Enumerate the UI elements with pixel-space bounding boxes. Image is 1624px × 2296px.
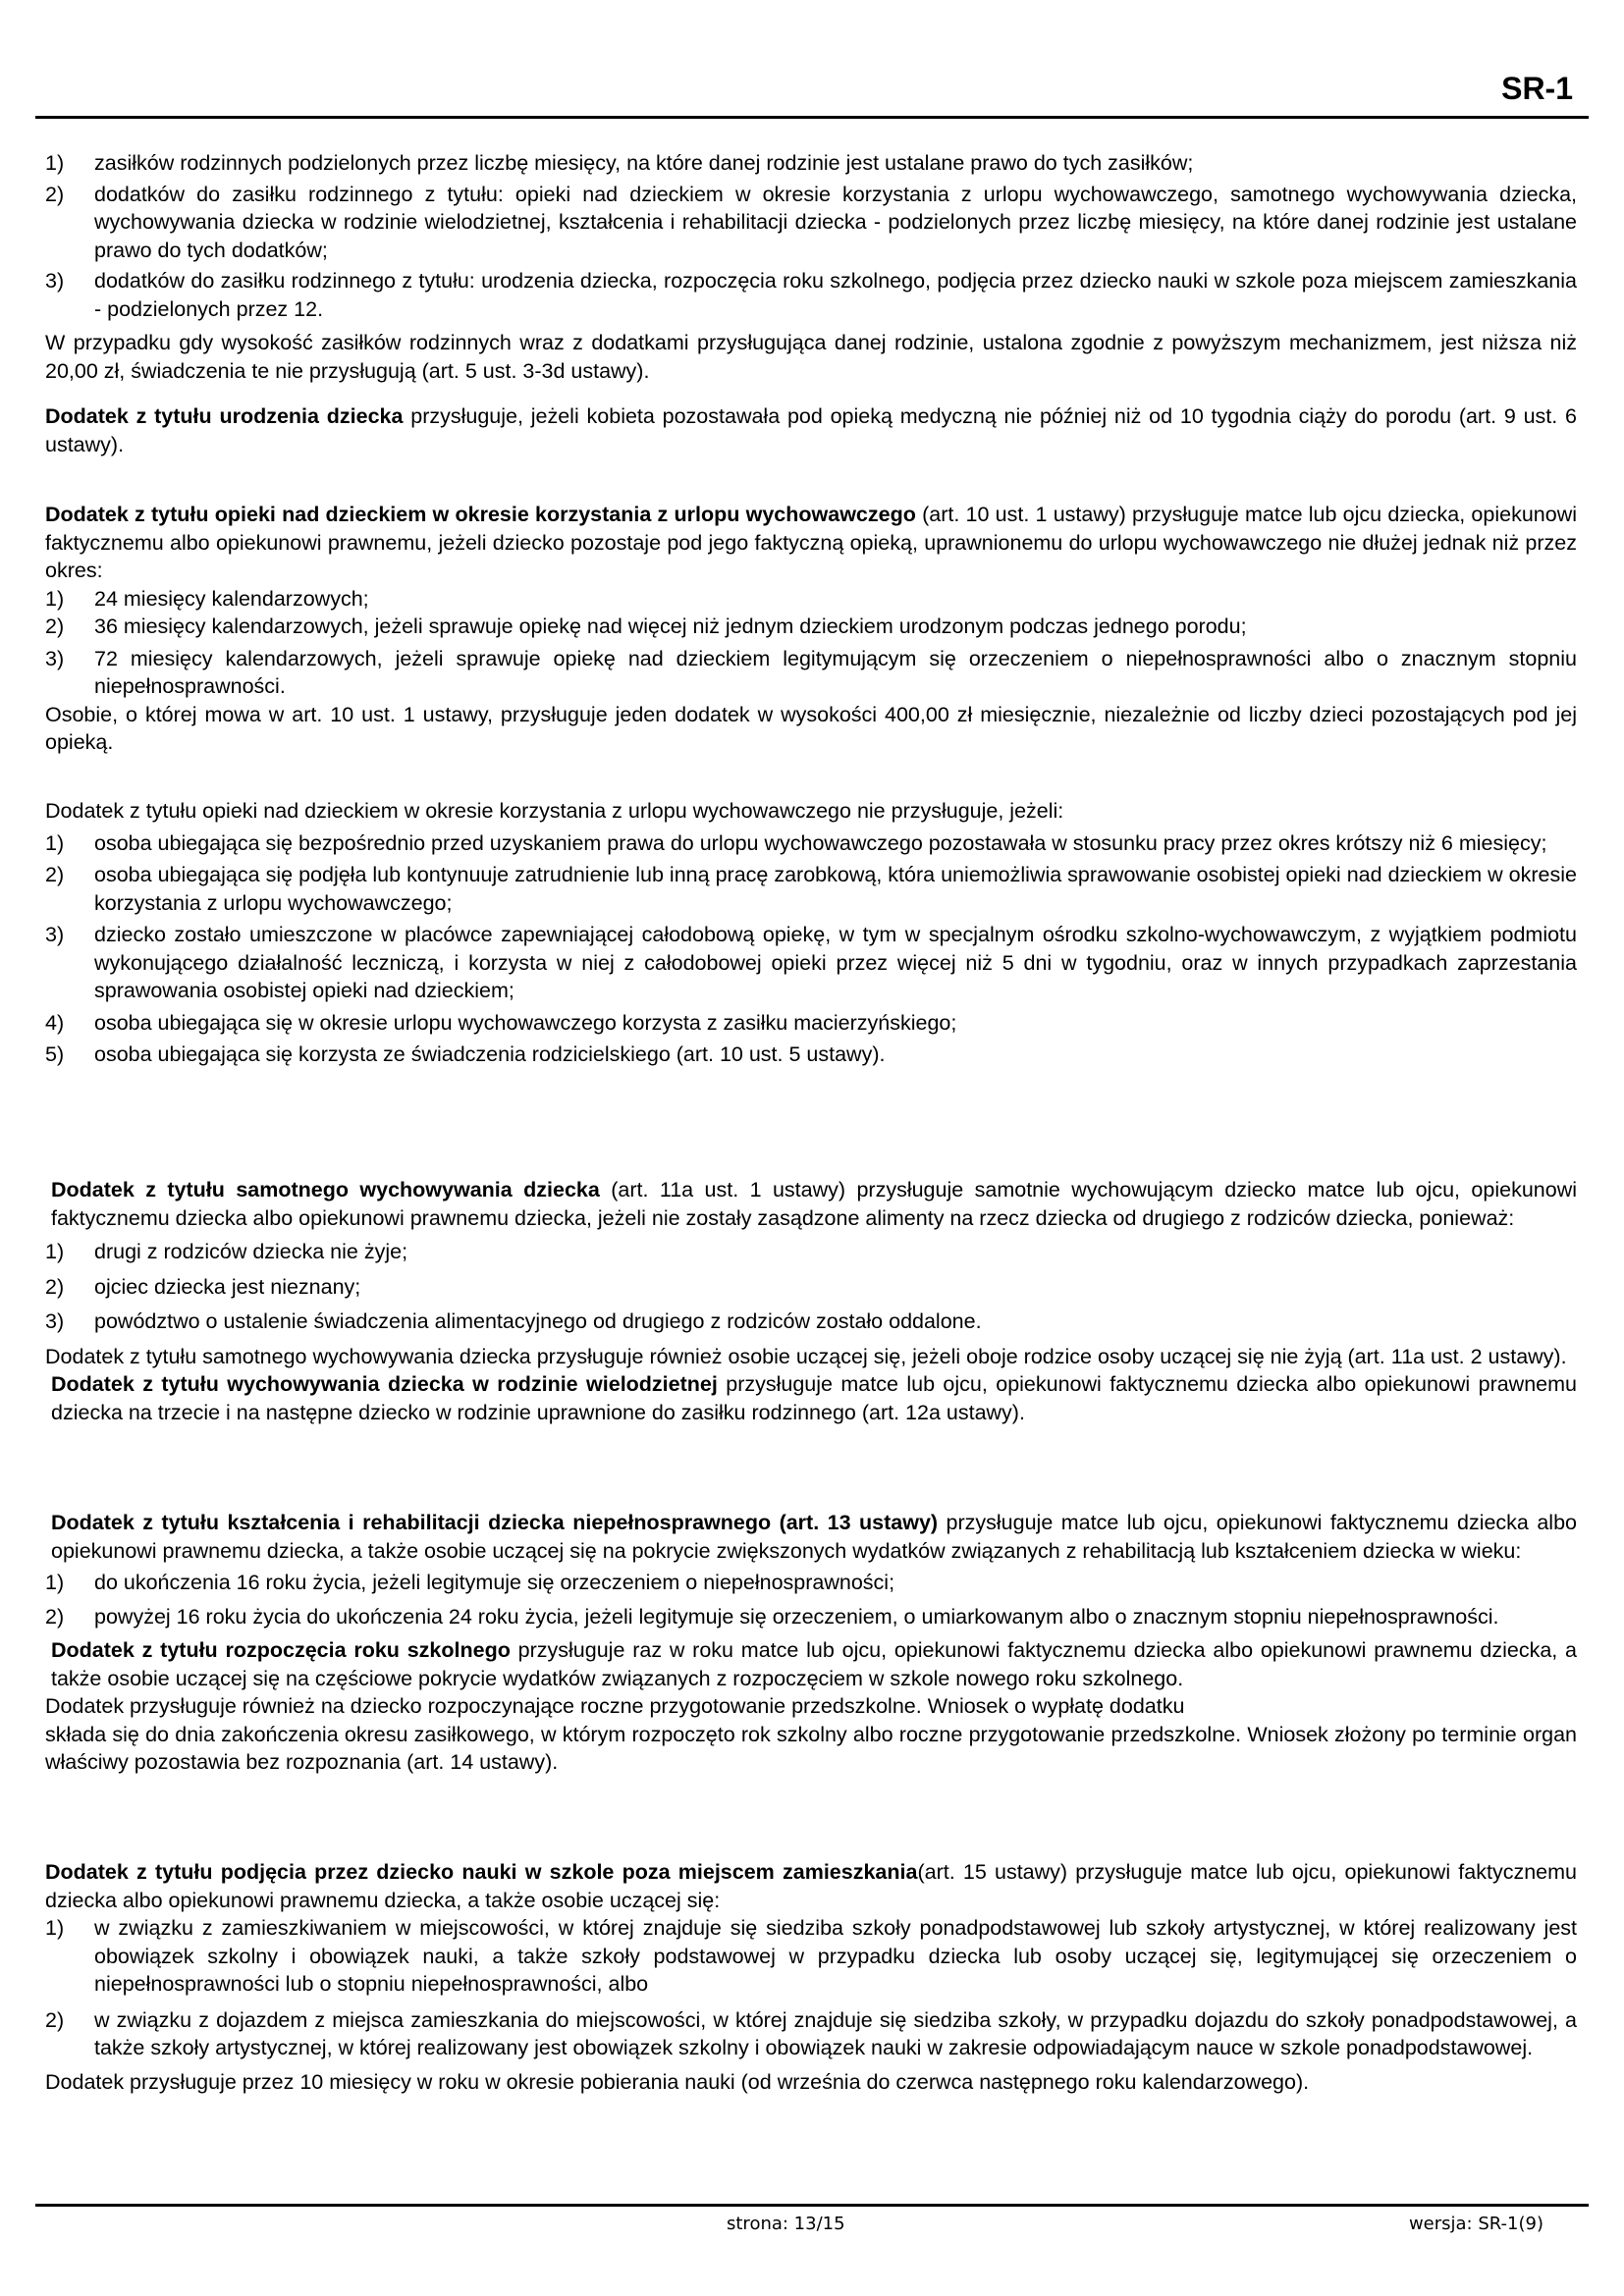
- school-away-list: [45, 1914, 1577, 2062]
- list-item: [45, 181, 1577, 265]
- school-year-section: [45, 1636, 1577, 1692]
- list-item: [45, 829, 1577, 858]
- list-item: [45, 1914, 1577, 1999]
- list-item: [45, 1009, 1577, 1038]
- single-parent-section: [45, 1176, 1577, 1426]
- list-item: [45, 1569, 1577, 1597]
- leave-period-list: [45, 585, 1577, 701]
- childcare-exclusions: [45, 797, 1577, 1069]
- list-number: 2): [45, 614, 65, 638]
- list-text: dodatków do zasiłku rodzinnego z tytułu: opieki nad dzieckiem w okresie korzystania z urlopu wychowawczego, samotnego wychowywania dziecka, wychowywania dziecka w rodzinie wielodzietnej, kształcenia i rehabilitacji dziecka - podzielonych przez liczbę miesięcy, na które danej rodzinie jest ustalane prawo do tych dodatków;: [94, 182, 1577, 262]
- amount-note: Osobie, o której mowa w art. 10 ust. 1 ustawy, przysługuje jeden dodatek w wysokości 400,00 zł miesięcznie, niezależnie od liczby dzieci pozostających pod jej opieką.: [45, 702, 1577, 754]
- list-text: osoba ubiegająca się podjęła lub kontynuuje zatrudnienie lub inną pracę zarobkową, która uniemożliwia sprawowanie osobistej opieki nad dzieckiem w okresie korzystania z urlopu wychowawczego;: [94, 863, 1577, 915]
- birth-section: [45, 402, 1577, 458]
- list-item: [45, 861, 1577, 917]
- exclusions-intro: Dodatek z tytułu opieki nad dzieckiem w okresie korzystania z urlopu wychowawczego nie przysługuje, jeżeli:: [45, 799, 1064, 823]
- list-text: osoba ubiegająca się bezpośrednio przed uzyskaniem prawa do urlopu wychowawczego pozostawała w stosunku pracy przez okres krótszy niż 6 miesięcy;: [94, 830, 1547, 855]
- list-item: [45, 1308, 1577, 1336]
- footer-version: wersja: SR-1(9): [1408, 2214, 1543, 2234]
- disability-education-section: [45, 1509, 1577, 1777]
- list-number: 1): [45, 586, 65, 611]
- list-text: dodatków do zasiłku rodzinnego z tytułu: urodzenia dziecka, rozpoczęcia roku szkolnego, podjęcia przez dziecko nauki w szkole poza miejscem zamieszkania - podzielonych przez 12.: [94, 269, 1577, 321]
- list-text: osoba ubiegająca się korzysta ze świadczenia rodzicielskiego (art. 10 ust. 5 ustawy).: [94, 1042, 886, 1066]
- list-number: 1): [45, 151, 65, 175]
- list-number: 5): [45, 1042, 65, 1066]
- footer-page-number: strona: 13/15: [727, 2214, 845, 2234]
- header-rule: [35, 116, 1589, 119]
- content-top: [45, 149, 1577, 458]
- list-number: 1): [45, 830, 65, 855]
- list-text: drugi z rodziców dziecka nie żyje;: [94, 1240, 408, 1263]
- section-title: Dodatek z tytułu samotnego wychowywania dziecka: [51, 1178, 600, 1201]
- section-title: Dodatek z tytułu opieki nad dzieckiem w okresie korzystania z urlopu wychowawczego: [45, 503, 916, 526]
- duration-note: Dodatek przysługuje przez 10 miesięcy w roku w okresie pobierania nauki (od września do czerwca następnego roku kalendarzowego).: [45, 2069, 1310, 2094]
- list-number: 2): [45, 1274, 65, 1299]
- list-text: zasiłków rodzinnych podzielonych przez liczbę miesięcy, na które danej rodzinie jest ustalane prawo do tych zasiłków;: [94, 151, 1194, 175]
- list-item: [45, 1041, 1577, 1069]
- student-note: Dodatek z tytułu samotnego wychowywania dziecka przysługuje również osobie uczącej się, jeżeli oboje rodzice osoby uczącej się nie żyją (art. 11a ust. 2 ustawy).: [45, 1344, 1567, 1368]
- section-title: Dodatek z tytułu urodzenia dziecka: [45, 404, 404, 428]
- section-title: Dodatek z tytułu rozpoczęcia roku szkolnego: [51, 1638, 511, 1662]
- section-text: przysługuje matce lub ojcu, opiekunowi faktycznemu dziecka albo opiekunowi prawnemu dziecka, a także osobie uczącej się na pokrycie zwiększonych wydatków związanych z rehabilitacją lub kształceniem dziecka w wieku:: [51, 1511, 1577, 1563]
- list-number: 3): [45, 269, 65, 293]
- list-text: ojciec dziecka jest nieznany;: [94, 1274, 361, 1299]
- school-away-section: [45, 1858, 1577, 2096]
- list-text: dziecko zostało umieszczone w placówce zapewniającej całodobową opiekę, w tym w specjalnym ośrodku szkolno-wychowawczym, z wyjątkiem podmiotu wykonującego działalność leczniczą, i korzysta w niej z całodobowej opieki przez więcej niż 5 dni w tygodniu, oraz w innych przypadkach zaprzestania sprawowania osobistej opieki nad dzieckiem;: [94, 923, 1577, 1002]
- list-text: 24 miesięcy kalendarzowych;: [94, 586, 369, 611]
- section-text: przysługuje, jeżeli kobieta pozostawała pod opieką medyczną nie później niż od 10 tygodnia ciąży do porodu (art. 9 ust. 6 ustawy).: [45, 404, 1577, 456]
- list-item: [45, 585, 1577, 614]
- section-text: (art. 11a ust. 1 ustawy) przysługuje samotnie wychowującym dziecko matce lub ojcu, opiekunowi faktycznemu dziecka albo opiekunowi prawnemu dziecka, jeżeli nie zostały zasądzone alimenty na rzecz dziecka od drugiego z rodziców dziecka, ponieważ:: [51, 1178, 1577, 1230]
- list-text: powództwo o ustalenie świadczenia alimentacyjnego od drugiego z rodziców zostało oddalone.: [94, 1309, 982, 1333]
- list-item: [45, 149, 1577, 178]
- list-item: [45, 1238, 1577, 1266]
- list-number: 2): [45, 2007, 65, 2032]
- threshold-note: W przypadku gdy wysokość zasiłków rodzinnych wraz z dodatkami przysługująca danej rodzinie, ustalona zgodnie z powyższym mechanizmem, jest niższa niż 20,00 zł, świadczenia te nie przysługują (art. 5 ust. 3-3d ustawy).: [45, 331, 1577, 383]
- page-code: SR-1: [1501, 71, 1573, 106]
- section-text: (art. 15 ustawy) przysługuje matce lub ojcu, opiekunowi faktycznemu dziecka albo opiekunowi prawnemu dziecka, a także osobie uczącej się:: [45, 1860, 1577, 1912]
- school-year-preschool: Dodatek przysługuje również na dziecko rozpoczynające roczne przygotowanie przedszkolne. Wniosek o wypłatę dodatku: [45, 1694, 1185, 1718]
- list-item: [45, 921, 1577, 1005]
- list-number: 3): [45, 1309, 65, 1333]
- list-number: 1): [45, 1571, 65, 1594]
- list-text: osoba ubiegająca się w okresie urlopu wychowawczego korzysta z zasiłku macierzyńskiego;: [94, 1010, 957, 1035]
- list-number: 2): [45, 863, 65, 886]
- list-number: 2): [45, 182, 65, 206]
- list-number: 3): [45, 646, 65, 670]
- section-text: (art. 10 ust. 1 ustawy) przysługuje matce lub ojcu dziecka, opiekunowi faktycznemu albo opiekunowi prawnemu, jeżeli dziecko pozostaje pod jego faktyczną opieką, uprawnionemu do urlopu wychowawczego nie dłużej jednak niż przez okres:: [45, 503, 1577, 582]
- school-year-deadline: składa się do dnia zakończenia okresu zasiłkowego, w którym rozpoczęto rok szkolny albo roczne przygotowanie przedszkolne. Wniosek złożony po terminie organ właściwy pozostawia bez rozpoznania (art. 14 ustawy).: [45, 1722, 1577, 1774]
- single-parent-list: [45, 1238, 1577, 1336]
- section-title: Dodatek z tytułu podjęcia przez dziecko nauki w szkole poza miejscem zamieszkania: [45, 1860, 918, 1884]
- section-title: Dodatek z tytułu kształcenia i rehabilitacji dziecka niepełnosprawnego (art. 13 ustawy): [51, 1511, 939, 1534]
- list-number: 1): [45, 1240, 65, 1263]
- list-text: w związku z zamieszkiwaniem w miejscowości, w której znajduje się siedziba szkoły ponadpodstawowej lub szkoły artystycznej, w której realizowany jest obowiązek szkolny i obowiązek nauki, a także szkoły podstawowej w przypadku dziecka lub osoby uczącej się, legitymującej się orzeczeniem o niepełnosprawności lub o stopniu niepełnosprawności, albo: [94, 1916, 1577, 1996]
- list-number: 3): [45, 923, 65, 946]
- list-item: [45, 1603, 1577, 1631]
- childcare-leave-section: [45, 501, 1577, 757]
- large-family-section: [45, 1370, 1577, 1426]
- list-item: [45, 267, 1577, 323]
- list-text: 36 miesięcy kalendarzowych, jeżeli sprawuje opiekę nad więcej niż jednym dzieckiem urodzonym podczas jednego porodu;: [94, 614, 1247, 638]
- list-item: [45, 613, 1577, 641]
- list-number: 1): [45, 1916, 65, 1940]
- list-text: powyżej 16 roku życia do ukończenia 24 roku życia, jeżeli legitymuje się orzeczeniem, o umiarkowanym albo o znacznym stopniu niepełnosprawności.: [94, 1604, 1499, 1629]
- list-number: 4): [45, 1010, 65, 1035]
- list-item: [45, 1273, 1577, 1302]
- intro-list: [45, 149, 1577, 323]
- section-text: przysługuje matce lub ojcu, opiekunowi faktycznemu dziecka albo opiekunowi prawnemu dziecka na trzecie i na następne dziecko w rodzinie uprawnione do zasiłku rodzinnego (art. 12a ustawy).: [51, 1372, 1577, 1424]
- exclusions-list: [45, 829, 1577, 1069]
- list-number: 2): [45, 1604, 65, 1629]
- list-item: [45, 645, 1577, 701]
- section-title: Dodatek z tytułu wychowywania dziecka w rodzinie wielodzietnej: [51, 1372, 718, 1396]
- list-text: w związku z dojazdem z miejsca zamieszkania do miejscowości, w której znajduje się siedziba szkoły, w przypadku dojazdu do szkoły ponadpodstawowej, a także szkoły artystycznej, w której realizowany jest obowiązek szkolny i obowiązek nauki w zakresie odpowiadającym nauce w szkole ponadpodstawowej.: [94, 2007, 1577, 2059]
- section-text: przysługuje raz w roku matce lub ojcu, opiekunowi faktycznemu dziecka albo opiekunowi prawnemu dziecka, a także osobie uczącej się na częściowe pokrycie wydatków związanych z rozpoczęciem w szkole nowego roku szkolnego.: [51, 1638, 1577, 1690]
- disability-age-list: [45, 1569, 1577, 1630]
- list-text: do ukończenia 16 roku życia, jeżeli legitymuje się orzeczeniem o niepełnosprawności;: [94, 1571, 895, 1594]
- list-text: 72 miesięcy kalendarzowych, jeżeli sprawuje opiekę nad dzieckiem legitymującym się orzeczeniem o niepełnosprawności albo o znacznym stopniu niepełnosprawności.: [94, 646, 1577, 698]
- list-item: [45, 2006, 1577, 2062]
- footer-rule: [35, 2204, 1589, 2207]
